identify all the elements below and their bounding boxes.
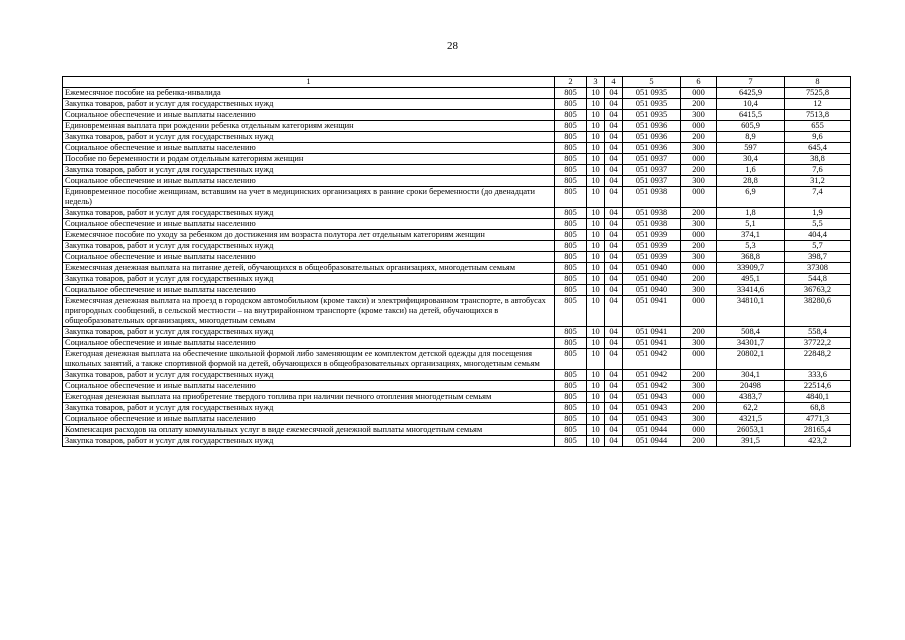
ministry-code-cell: 805: [555, 176, 587, 187]
section-cell: 10: [587, 436, 605, 447]
amount-year1-cell: 10,4: [717, 99, 785, 110]
section-cell: 10: [587, 392, 605, 403]
amount-year1-cell: 33909,7: [717, 263, 785, 274]
amount-year2-cell: 398,7: [785, 252, 851, 263]
ministry-code-cell: 805: [555, 165, 587, 176]
target-article-cell: 051 0943: [623, 414, 681, 425]
subsection-cell: 04: [605, 338, 623, 349]
target-article-cell: 051 0938: [623, 208, 681, 219]
amount-year1-cell: 6415,5: [717, 110, 785, 121]
amount-year1-cell: 5,1: [717, 219, 785, 230]
target-article-cell: 051 0941: [623, 327, 681, 338]
ministry-code-cell: 805: [555, 370, 587, 381]
table-row: [63, 436, 851, 447]
table-row: [63, 88, 851, 99]
expense-type-cell: 200: [681, 208, 717, 219]
amount-year2-cell: 5,7: [785, 241, 851, 252]
expense-type-cell: 200: [681, 436, 717, 447]
target-article-cell: 051 0940: [623, 263, 681, 274]
expense-type-cell: 200: [681, 370, 717, 381]
expense-type-cell: 200: [681, 99, 717, 110]
ministry-code-cell: 805: [555, 425, 587, 436]
section-cell: 10: [587, 165, 605, 176]
item-name-cell: Закупка товаров, работ и услуг для государственных нужд: [63, 370, 555, 381]
subsection-cell: 04: [605, 252, 623, 263]
amount-year2-cell: 12: [785, 99, 851, 110]
section-cell: 10: [587, 241, 605, 252]
table-row: [63, 327, 851, 338]
table-row: [63, 263, 851, 274]
amount-year1-cell: 605,9: [717, 121, 785, 132]
amount-year1-cell: 33414,6: [717, 285, 785, 296]
item-name-cell: Социальное обеспечение и иные выплаты населению: [63, 414, 555, 425]
ministry-code-cell: 805: [555, 132, 587, 143]
column-header: 4: [605, 77, 623, 88]
amount-year2-cell: 645,4: [785, 143, 851, 154]
ministry-code-cell: 805: [555, 349, 587, 370]
section-cell: 10: [587, 327, 605, 338]
amount-year2-cell: 22848,2: [785, 349, 851, 370]
ministry-code-cell: 805: [555, 121, 587, 132]
target-article-cell: 051 0940: [623, 274, 681, 285]
expense-type-cell: 000: [681, 88, 717, 99]
amount-year1-cell: 28,8: [717, 176, 785, 187]
item-name-cell: Социальное обеспечение и иные выплаты населению: [63, 252, 555, 263]
expense-type-cell: 300: [681, 110, 717, 121]
table-row: [63, 230, 851, 241]
expense-type-cell: 200: [681, 132, 717, 143]
subsection-cell: 04: [605, 425, 623, 436]
budget-table: [62, 76, 851, 447]
target-article-cell: 051 0935: [623, 99, 681, 110]
ministry-code-cell: 805: [555, 338, 587, 349]
amount-year2-cell: 28165,4: [785, 425, 851, 436]
table-row: [63, 403, 851, 414]
item-name-cell: Закупка товаров, работ и услуг для государственных нужд: [63, 436, 555, 447]
expense-type-cell: 300: [681, 176, 717, 187]
expense-type-cell: 000: [681, 263, 717, 274]
item-name-cell: Ежемесячная денежная выплата на питание детей, обучающихся в общеобразовательных организациях, многодетным семьям: [63, 263, 555, 274]
subsection-cell: 04: [605, 403, 623, 414]
section-cell: 10: [587, 381, 605, 392]
amount-year1-cell: 34301,7: [717, 338, 785, 349]
subsection-cell: 04: [605, 285, 623, 296]
amount-year1-cell: 20498: [717, 381, 785, 392]
table-row: [63, 121, 851, 132]
amount-year1-cell: 8,9: [717, 132, 785, 143]
expense-type-cell: 000: [681, 187, 717, 208]
subsection-cell: 04: [605, 121, 623, 132]
table-row: [63, 241, 851, 252]
amount-year1-cell: 597: [717, 143, 785, 154]
section-cell: 10: [587, 99, 605, 110]
target-article-cell: 051 0938: [623, 219, 681, 230]
section-cell: 10: [587, 208, 605, 219]
amount-year2-cell: 22514,6: [785, 381, 851, 392]
target-article-cell: 051 0937: [623, 154, 681, 165]
item-name-cell: Закупка товаров, работ и услуг для государственных нужд: [63, 241, 555, 252]
amount-year2-cell: 4771,3: [785, 414, 851, 425]
target-article-cell: 051 0940: [623, 285, 681, 296]
subsection-cell: 04: [605, 88, 623, 99]
amount-year2-cell: 7,4: [785, 187, 851, 208]
amount-year1-cell: 374,1: [717, 230, 785, 241]
ministry-code-cell: 805: [555, 187, 587, 208]
table-row: [63, 381, 851, 392]
target-article-cell: 051 0935: [623, 88, 681, 99]
item-name-cell: Компенсация расходов на оплату коммунальных услуг в виде ежемесячной денежной выплаты многодетным семьям: [63, 425, 555, 436]
item-name-cell: Закупка товаров, работ и услуг для государственных нужд: [63, 274, 555, 285]
expense-type-cell: 300: [681, 338, 717, 349]
expense-type-cell: 300: [681, 381, 717, 392]
amount-year1-cell: 508,4: [717, 327, 785, 338]
section-cell: 10: [587, 252, 605, 263]
item-name-cell: Единовременная выплата при рождении ребенка отдельным категориям женщин: [63, 121, 555, 132]
ministry-code-cell: 805: [555, 110, 587, 121]
subsection-cell: 04: [605, 110, 623, 121]
table-row: [63, 132, 851, 143]
subsection-cell: 04: [605, 208, 623, 219]
item-name-cell: Закупка товаров, работ и услуг для государственных нужд: [63, 403, 555, 414]
amount-year2-cell: 655: [785, 121, 851, 132]
target-article-cell: 051 0944: [623, 425, 681, 436]
amount-year2-cell: 37722,2: [785, 338, 851, 349]
amount-year2-cell: 7525,8: [785, 88, 851, 99]
amount-year2-cell: 36763,2: [785, 285, 851, 296]
section-cell: 10: [587, 403, 605, 414]
ministry-code-cell: 805: [555, 99, 587, 110]
ministry-code-cell: 805: [555, 230, 587, 241]
amount-year1-cell: 368,8: [717, 252, 785, 263]
section-cell: 10: [587, 296, 605, 327]
amount-year2-cell: 7513,8: [785, 110, 851, 121]
subsection-cell: 04: [605, 99, 623, 110]
amount-year1-cell: 1,8: [717, 208, 785, 219]
subsection-cell: 04: [605, 230, 623, 241]
subsection-cell: 04: [605, 370, 623, 381]
table-header-row: [63, 77, 851, 88]
ministry-code-cell: 805: [555, 241, 587, 252]
amount-year2-cell: 333,6: [785, 370, 851, 381]
expense-type-cell: 000: [681, 230, 717, 241]
target-article-cell: 051 0935: [623, 110, 681, 121]
section-cell: 10: [587, 219, 605, 230]
amount-year2-cell: 544,8: [785, 274, 851, 285]
section-cell: 10: [587, 187, 605, 208]
table-row: [63, 143, 851, 154]
section-cell: 10: [587, 121, 605, 132]
item-name-cell: Пособие по беременности и родам отдельным категориям женщин: [63, 154, 555, 165]
expense-type-cell: 300: [681, 414, 717, 425]
amount-year1-cell: 6,9: [717, 187, 785, 208]
ministry-code-cell: 805: [555, 208, 587, 219]
subsection-cell: 04: [605, 381, 623, 392]
item-name-cell: Закупка товаров, работ и услуг для государственных нужд: [63, 327, 555, 338]
ministry-code-cell: 805: [555, 263, 587, 274]
item-name-cell: Закупка товаров, работ и услуг для государственных нужд: [63, 99, 555, 110]
section-cell: 10: [587, 88, 605, 99]
expense-type-cell: 000: [681, 296, 717, 327]
target-article-cell: 051 0943: [623, 403, 681, 414]
ministry-code-cell: 805: [555, 274, 587, 285]
column-header: 1: [63, 77, 555, 88]
ministry-code-cell: 805: [555, 88, 587, 99]
amount-year2-cell: 37308: [785, 263, 851, 274]
table-row: [63, 392, 851, 403]
amount-year1-cell: 391,5: [717, 436, 785, 447]
subsection-cell: 04: [605, 327, 623, 338]
subsection-cell: 04: [605, 241, 623, 252]
amount-year1-cell: 30,4: [717, 154, 785, 165]
target-article-cell: 051 0939: [623, 252, 681, 263]
column-header: 6: [681, 77, 717, 88]
expense-type-cell: 000: [681, 425, 717, 436]
item-name-cell: Социальное обеспечение и иные выплаты населению: [63, 176, 555, 187]
target-article-cell: 051 0939: [623, 241, 681, 252]
expense-type-cell: 000: [681, 154, 717, 165]
ministry-code-cell: 805: [555, 252, 587, 263]
amount-year2-cell: 9,6: [785, 132, 851, 143]
target-article-cell: 051 0937: [623, 165, 681, 176]
item-name-cell: Социальное обеспечение и иные выплаты населению: [63, 285, 555, 296]
target-article-cell: 051 0942: [623, 349, 681, 370]
amount-year1-cell: 495,1: [717, 274, 785, 285]
amount-year1-cell: 26053,1: [717, 425, 785, 436]
section-cell: 10: [587, 143, 605, 154]
column-header: 8: [785, 77, 851, 88]
subsection-cell: 04: [605, 296, 623, 327]
subsection-cell: 04: [605, 132, 623, 143]
target-article-cell: 051 0936: [623, 121, 681, 132]
target-article-cell: 051 0939: [623, 230, 681, 241]
item-name-cell: Ежегодная денежная выплата на обеспечение школьной формой либо заменяющим ее комплектом детской одежды для посещения школьных занятий, а также спортивной формой на детей, обучающихся в общеобразовательных организациях, многодетным семьям: [63, 349, 555, 370]
amount-year1-cell: 4321,5: [717, 414, 785, 425]
column-header: 3: [587, 77, 605, 88]
target-article-cell: 051 0936: [623, 132, 681, 143]
ministry-code-cell: 805: [555, 143, 587, 154]
target-article-cell: 051 0941: [623, 338, 681, 349]
expense-type-cell: 000: [681, 349, 717, 370]
ministry-code-cell: 805: [555, 436, 587, 447]
table-row: [63, 176, 851, 187]
ministry-code-cell: 805: [555, 414, 587, 425]
column-header: 2: [555, 77, 587, 88]
amount-year2-cell: 404,4: [785, 230, 851, 241]
amount-year2-cell: 68,8: [785, 403, 851, 414]
amount-year2-cell: 1,9: [785, 208, 851, 219]
subsection-cell: 04: [605, 274, 623, 285]
section-cell: 10: [587, 110, 605, 121]
subsection-cell: 04: [605, 392, 623, 403]
section-cell: 10: [587, 154, 605, 165]
table-row: [63, 99, 851, 110]
ministry-code-cell: 805: [555, 154, 587, 165]
amount-year2-cell: 5,5: [785, 219, 851, 230]
table-row: [63, 219, 851, 230]
amount-year2-cell: 423,2: [785, 436, 851, 447]
expense-type-cell: 300: [681, 143, 717, 154]
page-number: 28: [447, 40, 458, 52]
expense-type-cell: 200: [681, 165, 717, 176]
ministry-code-cell: 805: [555, 392, 587, 403]
table-row: [63, 274, 851, 285]
section-cell: 10: [587, 414, 605, 425]
item-name-cell: Социальное обеспечение и иные выплаты населению: [63, 338, 555, 349]
target-article-cell: 051 0944: [623, 436, 681, 447]
item-name-cell: Единовременное пособие женщинам, вставшим на учет в медицинских организациях в ранние сроки беременности (до двенадцати недель): [63, 187, 555, 208]
target-article-cell: 051 0941: [623, 296, 681, 327]
section-cell: 10: [587, 132, 605, 143]
table-row: [63, 208, 851, 219]
expense-type-cell: 300: [681, 219, 717, 230]
table-row: [63, 370, 851, 381]
expense-type-cell: 000: [681, 121, 717, 132]
column-header: 5: [623, 77, 681, 88]
amount-year1-cell: 304,1: [717, 370, 785, 381]
subsection-cell: 04: [605, 349, 623, 370]
table-body: [63, 88, 851, 447]
ministry-code-cell: 805: [555, 327, 587, 338]
table-row: [63, 414, 851, 425]
amount-year1-cell: 6425,9: [717, 88, 785, 99]
expense-type-cell: 000: [681, 392, 717, 403]
amount-year2-cell: 7,6: [785, 165, 851, 176]
amount-year1-cell: 4383,7: [717, 392, 785, 403]
section-cell: 10: [587, 425, 605, 436]
expense-type-cell: 200: [681, 327, 717, 338]
table-row: [63, 296, 851, 327]
subsection-cell: 04: [605, 436, 623, 447]
table-row: [63, 252, 851, 263]
subsection-cell: 04: [605, 219, 623, 230]
amount-year2-cell: 38,8: [785, 154, 851, 165]
target-article-cell: 051 0942: [623, 370, 681, 381]
amount-year2-cell: 4840,1: [785, 392, 851, 403]
table-row: [63, 110, 851, 121]
expense-type-cell: 200: [681, 274, 717, 285]
section-cell: 10: [587, 285, 605, 296]
amount-year2-cell: 38280,6: [785, 296, 851, 327]
amount-year1-cell: 5,3: [717, 241, 785, 252]
subsection-cell: 04: [605, 154, 623, 165]
amount-year1-cell: 34810,1: [717, 296, 785, 327]
table-row: [63, 425, 851, 436]
item-name-cell: Закупка товаров, работ и услуг для государственных нужд: [63, 132, 555, 143]
table-row: [63, 187, 851, 208]
section-cell: 10: [587, 349, 605, 370]
target-article-cell: 051 0937: [623, 176, 681, 187]
section-cell: 10: [587, 274, 605, 285]
expense-type-cell: 300: [681, 285, 717, 296]
item-name-cell: Ежегодная денежная выплата на приобретение твердого топлива при наличии печного отопления многодетным семьям: [63, 392, 555, 403]
subsection-cell: 04: [605, 176, 623, 187]
item-name-cell: Ежемесячная денежная выплата на проезд в городском автомобильном (кроме такси) и электрифицированном транспорте, в автобусах пригородных сообщений, в сельской местности – на внутрирайонном транспорте (кроме такси) на детей, обучающихся в общеобразовательных организациях, многодетным семьям: [63, 296, 555, 327]
target-article-cell: 051 0938: [623, 187, 681, 208]
table-row: [63, 165, 851, 176]
section-cell: 10: [587, 370, 605, 381]
item-name-cell: Закупка товаров, работ и услуг для государственных нужд: [63, 165, 555, 176]
amount-year2-cell: 31,2: [785, 176, 851, 187]
target-article-cell: 051 0942: [623, 381, 681, 392]
subsection-cell: 04: [605, 414, 623, 425]
expense-type-cell: 200: [681, 241, 717, 252]
ministry-code-cell: 805: [555, 403, 587, 414]
expense-type-cell: 300: [681, 252, 717, 263]
target-article-cell: 051 0943: [623, 392, 681, 403]
item-name-cell: Социальное обеспечение и иные выплаты населению: [63, 110, 555, 121]
table-row: [63, 154, 851, 165]
amount-year1-cell: 1,6: [717, 165, 785, 176]
item-name-cell: Социальное обеспечение и иные выплаты населению: [63, 143, 555, 154]
table-row: [63, 285, 851, 296]
ministry-code-cell: 805: [555, 285, 587, 296]
item-name-cell: Ежемесячное пособие по уходу за ребенком до достижения им возраста полутора лет отдельным категориям женщин: [63, 230, 555, 241]
section-cell: 10: [587, 338, 605, 349]
target-article-cell: 051 0936: [623, 143, 681, 154]
amount-year1-cell: 20802,1: [717, 349, 785, 370]
item-name-cell: Социальное обеспечение и иные выплаты населению: [63, 219, 555, 230]
amount-year1-cell: 62,2: [717, 403, 785, 414]
subsection-cell: 04: [605, 143, 623, 154]
table-row: [63, 349, 851, 370]
table-row: [63, 338, 851, 349]
amount-year2-cell: 558,4: [785, 327, 851, 338]
ministry-code-cell: 805: [555, 381, 587, 392]
section-cell: 10: [587, 176, 605, 187]
ministry-code-cell: 805: [555, 219, 587, 230]
item-name-cell: Социальное обеспечение и иные выплаты населению: [63, 381, 555, 392]
item-name-cell: Закупка товаров, работ и услуг для государственных нужд: [63, 208, 555, 219]
subsection-cell: 04: [605, 263, 623, 274]
section-cell: 10: [587, 230, 605, 241]
section-cell: 10: [587, 263, 605, 274]
subsection-cell: 04: [605, 187, 623, 208]
item-name-cell: Ежемесячное пособие на ребенка-инвалида: [63, 88, 555, 99]
subsection-cell: 04: [605, 165, 623, 176]
ministry-code-cell: 805: [555, 296, 587, 327]
expense-type-cell: 200: [681, 403, 717, 414]
column-header: 7: [717, 77, 785, 88]
